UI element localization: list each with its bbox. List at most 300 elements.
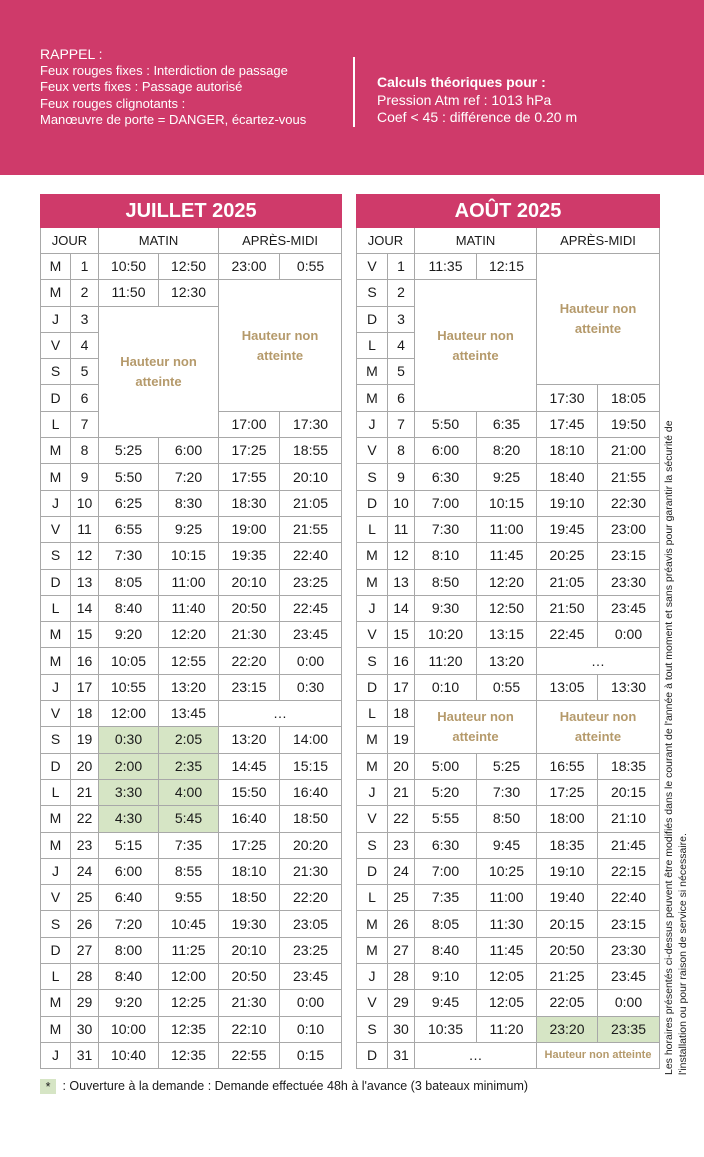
day-number: 30	[388, 1016, 415, 1042]
calc-line: Pression Atm ref : 1013 hPa	[377, 91, 552, 108]
matin-open-time: 10:05	[99, 648, 159, 674]
matin-close-time: 11:25	[159, 937, 219, 963]
matin-close-time: 13:20	[159, 674, 219, 700]
table-row	[357, 990, 660, 1016]
day-number: 28	[388, 964, 415, 990]
day-letter: V	[41, 516, 71, 542]
apres-midi-open-time: 22:10	[219, 1016, 280, 1042]
apres-midi-open-time: 23:00	[219, 254, 280, 280]
footnote	[40, 1079, 528, 1094]
day-letter: M	[41, 1016, 71, 1042]
day-number: 1	[388, 254, 415, 280]
day-number: 22	[388, 806, 415, 832]
matin-close-time: 8:30	[159, 490, 219, 516]
day-letter: M	[357, 937, 388, 963]
matin-dash: …	[415, 1042, 537, 1068]
table-row	[357, 1042, 660, 1068]
day-letter: M	[41, 464, 71, 490]
matin-open-time: 11:20	[415, 648, 477, 674]
apres-midi-close-time: 13:30	[598, 674, 660, 700]
day-letter: L	[41, 411, 71, 437]
apres-midi-close-time: 0:00	[598, 622, 660, 648]
table-row	[357, 569, 660, 595]
apres-midi-open-time: 20:50	[219, 964, 280, 990]
day-number: 31	[71, 1042, 99, 1068]
matin-close-time: 9:25	[477, 464, 537, 490]
day-letter: S	[357, 832, 388, 858]
day-number: 5	[71, 359, 99, 385]
matin-open-time: 6:30	[415, 832, 477, 858]
hauteur-non-atteinte: Hauteur non atteinte	[537, 701, 660, 754]
day-letter: S	[357, 1016, 388, 1042]
table-row	[41, 280, 342, 306]
day-number: 22	[71, 806, 99, 832]
day-number: 30	[71, 1016, 99, 1042]
day-letter: L	[357, 332, 388, 358]
apres-midi-close-time: 0:30	[280, 674, 342, 700]
day-letter: L	[357, 885, 388, 911]
apres-midi-open-time: 21:30	[219, 990, 280, 1016]
day-letter: J	[357, 411, 388, 437]
matin-open-time: 8:00	[99, 937, 159, 963]
matin-open-time: 3:30	[99, 779, 159, 805]
apres-midi-close-time: 20:20	[280, 832, 342, 858]
day-number: 25	[71, 885, 99, 911]
hauteur-non-atteinte: Hauteur non atteinte	[99, 306, 219, 437]
hauteur-non-atteinte: Hauteur non atteinte	[537, 254, 660, 385]
matin-close-time: 12:05	[477, 964, 537, 990]
day-number: 27	[388, 937, 415, 963]
matin-open-time: 7:35	[415, 885, 477, 911]
day-letter: D	[41, 753, 71, 779]
day-number: 27	[71, 937, 99, 963]
apres-midi-close-time: 15:15	[280, 753, 342, 779]
table-row	[357, 674, 660, 700]
august-schedule-table	[356, 194, 660, 1069]
apres-midi-open-time: 21:30	[219, 622, 280, 648]
day-number: 13	[388, 569, 415, 595]
day-number: 21	[71, 779, 99, 805]
matin-close-time: 12:05	[477, 990, 537, 1016]
matin-close-time: 13:15	[477, 622, 537, 648]
day-letter: D	[41, 569, 71, 595]
apres-midi-close-time: 21:00	[598, 438, 660, 464]
matin-close-time: 11:20	[477, 1016, 537, 1042]
table-row	[41, 806, 342, 832]
matin-close-time: 11:00	[477, 516, 537, 542]
matin-close-time: 10:25	[477, 858, 537, 884]
apres-midi-open-time: 17:25	[537, 779, 598, 805]
day-letter: M	[357, 385, 388, 411]
table-row	[357, 885, 660, 911]
table-row	[41, 911, 342, 937]
day-letter: M	[357, 753, 388, 779]
apres-midi-open-time: 19:10	[537, 490, 598, 516]
matin-close-time: 6:35	[477, 411, 537, 437]
table-row	[357, 937, 660, 963]
apres-midi-close-time: 23:45	[280, 964, 342, 990]
rappel-line: Feux rouges clignotants :	[40, 95, 186, 111]
apres-midi-open-time: 19:10	[537, 858, 598, 884]
day-letter: V	[357, 254, 388, 280]
apres-midi-close-time: 22:40	[280, 543, 342, 569]
table-row	[357, 516, 660, 542]
month-title: AOÛT 2025	[357, 195, 660, 228]
day-number: 9	[388, 464, 415, 490]
rappel-line: Feux verts fixes : Passage autorisé	[40, 79, 243, 94]
apres-midi-close-time: 21:10	[598, 806, 660, 832]
matin-close-time: 10:45	[159, 911, 219, 937]
table-row	[357, 779, 660, 805]
day-number: 3	[388, 306, 415, 332]
apres-midi-close-time: 21:55	[598, 464, 660, 490]
apres-midi-close-time: 23:15	[598, 543, 660, 569]
col-header-matin: MATIN	[99, 228, 219, 254]
day-letter: M	[357, 911, 388, 937]
day-letter: L	[41, 779, 71, 805]
matin-open-time: 10:55	[99, 674, 159, 700]
apres-midi-open-time: 18:10	[219, 858, 280, 884]
matin-open-time: 9:20	[99, 990, 159, 1016]
day-letter: D	[357, 306, 388, 332]
apres-midi-open-time: 17:55	[219, 464, 280, 490]
table-row	[41, 885, 342, 911]
matin-close-time: 9:25	[159, 516, 219, 542]
day-letter: J	[41, 1042, 71, 1068]
day-number: 10	[71, 490, 99, 516]
day-number: 4	[388, 332, 415, 358]
day-number: 3	[71, 306, 99, 332]
day-letter: V	[357, 806, 388, 832]
month-title: JUILLET 2025	[41, 195, 342, 228]
apres-midi-close-time: 0:55	[280, 254, 342, 280]
apres-midi-open-time: 17:45	[537, 411, 598, 437]
hauteur-non-atteinte: Hauteur non atteinte	[219, 280, 342, 411]
day-number: 8	[71, 438, 99, 464]
table-row	[357, 464, 660, 490]
matin-close-time: 11:00	[159, 569, 219, 595]
matin-open-time: 2:00	[99, 753, 159, 779]
day-number: 21	[388, 779, 415, 805]
day-letter: M	[357, 727, 388, 753]
day-number: 2	[71, 280, 99, 306]
apres-midi-open-time: 17:30	[537, 385, 598, 411]
apres-midi-close-time: 20:10	[280, 464, 342, 490]
table-row	[41, 701, 342, 727]
apres-midi-close-time: 23:30	[598, 937, 660, 963]
matin-open-time: 8:40	[99, 595, 159, 621]
apres-midi-close-time: 23:05	[280, 911, 342, 937]
matin-close-time: 12:50	[477, 595, 537, 621]
day-number: 17	[388, 674, 415, 700]
table-row	[41, 464, 342, 490]
table-row	[357, 543, 660, 569]
matin-open-time: 5:15	[99, 832, 159, 858]
matin-open-time: 10:20	[415, 622, 477, 648]
matin-open-time: 5:55	[415, 806, 477, 832]
day-number: 13	[71, 569, 99, 595]
table-row	[357, 806, 660, 832]
apres-midi-close-time: 19:50	[598, 411, 660, 437]
matin-open-time: 8:05	[99, 569, 159, 595]
apres-midi-close-time: 21:45	[598, 832, 660, 858]
matin-close-time: 8:55	[159, 858, 219, 884]
matin-open-time: 9:10	[415, 964, 477, 990]
table-row	[41, 832, 342, 858]
apres-midi-open-time: 22:20	[219, 648, 280, 674]
calc-line: Coef < 45 : différence de 0.20 m	[377, 109, 578, 125]
matin-open-time: 10:35	[415, 1016, 477, 1042]
day-number: 14	[388, 595, 415, 621]
apres-midi-open-time: 20:10	[219, 569, 280, 595]
apres-midi-close-time: 21:30	[280, 858, 342, 884]
apres-midi-open-time: 18:35	[537, 832, 598, 858]
day-number: 18	[388, 701, 415, 727]
day-number: 11	[388, 516, 415, 542]
matin-open-time: 8:40	[415, 937, 477, 963]
table-row	[41, 1042, 342, 1068]
day-number: 19	[388, 727, 415, 753]
apres-midi-open-time: 22:55	[219, 1042, 280, 1068]
apres-midi-close-time: 22:40	[598, 885, 660, 911]
matin-close-time: 13:45	[159, 701, 219, 727]
day-letter: L	[357, 516, 388, 542]
day-letter: J	[357, 779, 388, 805]
apres-midi-close-time: 20:15	[598, 779, 660, 805]
day-letter: S	[357, 464, 388, 490]
matin-open-time: 7:20	[99, 911, 159, 937]
matin-open-time: 5:50	[415, 411, 477, 437]
apres-midi-open-time: 23:20	[537, 1016, 598, 1042]
table-row	[41, 858, 342, 884]
matin-close-time: 12:15	[477, 254, 537, 280]
day-letter: D	[357, 490, 388, 516]
day-letter: S	[41, 727, 71, 753]
day-number: 29	[388, 990, 415, 1016]
matin-open-time: 8:05	[415, 911, 477, 937]
day-number: 19	[71, 727, 99, 753]
day-number: 12	[388, 543, 415, 569]
matin-close-time: 11:00	[477, 885, 537, 911]
matin-close-time: 12:30	[159, 280, 219, 306]
matin-close-time: 9:45	[477, 832, 537, 858]
day-letter: V	[41, 332, 71, 358]
matin-open-time: 12:00	[99, 701, 159, 727]
apres-midi-close-time: 23:45	[598, 595, 660, 621]
day-letter: M	[357, 543, 388, 569]
matin-open-time: 7:00	[415, 490, 477, 516]
matin-open-time: 8:50	[415, 569, 477, 595]
matin-open-time: 5:00	[415, 753, 477, 779]
day-number: 15	[71, 622, 99, 648]
table-row	[41, 516, 342, 542]
matin-close-time: 12:25	[159, 990, 219, 1016]
day-number: 6	[388, 385, 415, 411]
table-row	[41, 674, 342, 700]
table-row	[41, 727, 342, 753]
apres-midi-close-time: 22:15	[598, 858, 660, 884]
table-row	[41, 438, 342, 464]
apres-midi-open-time: 14:45	[219, 753, 280, 779]
apres-midi-open-time: 19:00	[219, 516, 280, 542]
table-row	[41, 779, 342, 805]
matin-close-time: 2:35	[159, 753, 219, 779]
matin-open-time: 7:30	[99, 543, 159, 569]
apres-midi-open-time: 20:10	[219, 937, 280, 963]
table-row	[41, 622, 342, 648]
table-row	[41, 648, 342, 674]
apres-midi-close-time: 18:50	[280, 806, 342, 832]
apres-midi-open-time: 21:05	[537, 569, 598, 595]
apres-midi-open-time: 19:30	[219, 911, 280, 937]
matin-close-time: 7:30	[477, 779, 537, 805]
apres-midi-open-time: 20:50	[219, 595, 280, 621]
day-number: 8	[388, 438, 415, 464]
matin-close-time: 7:35	[159, 832, 219, 858]
apres-midi-open-time: 20:50	[537, 937, 598, 963]
day-number: 29	[71, 990, 99, 1016]
matin-open-time: 10:50	[99, 254, 159, 280]
matin-open-time: 5:25	[99, 438, 159, 464]
apres-midi-close-time: 21:05	[280, 490, 342, 516]
apres-midi-close-time: 23:00	[598, 516, 660, 542]
apres-midi-close-time: 23:45	[598, 964, 660, 990]
matin-close-time: 9:55	[159, 885, 219, 911]
apres-midi-close-time: 18:55	[280, 438, 342, 464]
matin-close-time: 12:00	[159, 964, 219, 990]
matin-close-time: 10:15	[477, 490, 537, 516]
matin-close-time: 12:35	[159, 1016, 219, 1042]
apres-midi-open-time: 19:40	[537, 885, 598, 911]
day-letter: L	[41, 595, 71, 621]
day-letter: J	[357, 964, 388, 990]
apres-midi-close-time: 21:55	[280, 516, 342, 542]
apres-midi-open-time: 17:25	[219, 438, 280, 464]
matin-open-time: 9:30	[415, 595, 477, 621]
apres-midi-close-time: 22:45	[280, 595, 342, 621]
table-row	[41, 964, 342, 990]
table-row	[41, 937, 342, 963]
day-number: 11	[71, 516, 99, 542]
matin-close-time: 11:45	[477, 937, 537, 963]
table-row	[357, 254, 660, 280]
calc-block	[377, 74, 577, 127]
matin-open-time: 10:00	[99, 1016, 159, 1042]
day-letter: V	[41, 885, 71, 911]
matin-open-time: 7:30	[415, 516, 477, 542]
apres-midi-open-time: 16:55	[537, 753, 598, 779]
matin-close-time: 6:00	[159, 438, 219, 464]
footnote-text: : Ouverture à la demande : Demande effectuée 48h à l'avance (3 bateaux minimum)	[59, 1079, 529, 1093]
day-number: 6	[71, 385, 99, 411]
matin-close-time: 7:20	[159, 464, 219, 490]
table-row	[41, 543, 342, 569]
apres-midi-close-time: 23:25	[280, 569, 342, 595]
day-letter: M	[357, 569, 388, 595]
apres-midi-open-time: 18:10	[537, 438, 598, 464]
matin-open-time: 0:30	[99, 727, 159, 753]
matin-open-time: 0:10	[415, 674, 477, 700]
matin-close-time: 10:15	[159, 543, 219, 569]
apres-midi-close-time: 0:00	[598, 990, 660, 1016]
table-row	[41, 990, 342, 1016]
table-row	[41, 1016, 342, 1042]
matin-open-time: 8:10	[415, 543, 477, 569]
table-row	[357, 1016, 660, 1042]
day-number: 24	[71, 858, 99, 884]
day-number: 14	[71, 595, 99, 621]
apres-midi-close-time: 23:45	[280, 622, 342, 648]
day-number: 28	[71, 964, 99, 990]
matin-close-time: 0:55	[477, 674, 537, 700]
matin-open-time: 8:40	[99, 964, 159, 990]
matin-open-time: 9:45	[415, 990, 477, 1016]
matin-close-time: 12:20	[477, 569, 537, 595]
matin-close-time: 12:20	[159, 622, 219, 648]
day-letter: D	[357, 858, 388, 884]
day-letter: S	[41, 911, 71, 937]
apres-midi-open-time: 22:45	[537, 622, 598, 648]
day-number: 16	[71, 648, 99, 674]
rappel-title: RAPPEL :	[40, 46, 103, 62]
apres-midi-close-time: 22:30	[598, 490, 660, 516]
matin-open-time: 6:25	[99, 490, 159, 516]
day-number: 20	[388, 753, 415, 779]
day-number: 17	[71, 674, 99, 700]
col-header-apres-midi: APRÈS-MIDI	[219, 228, 342, 254]
matin-close-time: 13:20	[477, 648, 537, 674]
july-schedule-table	[40, 194, 342, 1069]
table-row	[357, 438, 660, 464]
table-row	[41, 254, 342, 280]
matin-open-time: 6:40	[99, 885, 159, 911]
apres-midi-open-time: 13:05	[537, 674, 598, 700]
table-row	[357, 753, 660, 779]
table-row	[357, 490, 660, 516]
matin-open-time: 6:00	[415, 438, 477, 464]
matin-open-time: 4:30	[99, 806, 159, 832]
apres-midi-open-time: 21:50	[537, 595, 598, 621]
day-number: 10	[388, 490, 415, 516]
matin-close-time: 5:25	[477, 753, 537, 779]
matin-close-time: 4:00	[159, 779, 219, 805]
rappel-line: Feux rouges fixes : Interdiction de passage	[40, 62, 288, 78]
day-number: 9	[71, 464, 99, 490]
col-header-jour: JOUR	[41, 228, 99, 254]
day-letter: J	[41, 858, 71, 884]
apres-midi-close-time: 23:35	[598, 1016, 660, 1042]
col-header-matin: MATIN	[415, 228, 537, 254]
apres-midi-open-time: 18:40	[537, 464, 598, 490]
day-number: 23	[71, 832, 99, 858]
day-number: 12	[71, 543, 99, 569]
day-letter: V	[41, 701, 71, 727]
table-row	[357, 701, 660, 727]
apres-midi-open-time: 15:50	[219, 779, 280, 805]
table-row	[357, 832, 660, 858]
day-letter: L	[41, 964, 71, 990]
day-letter: S	[41, 359, 71, 385]
day-letter: J	[41, 306, 71, 332]
day-letter: V	[357, 622, 388, 648]
apres-midi-close-time: 16:40	[280, 779, 342, 805]
matin-open-time: 9:20	[99, 622, 159, 648]
day-number: 18	[71, 701, 99, 727]
info-banner	[0, 0, 704, 175]
table-row	[357, 411, 660, 437]
day-letter: M	[41, 622, 71, 648]
day-number: 24	[388, 858, 415, 884]
